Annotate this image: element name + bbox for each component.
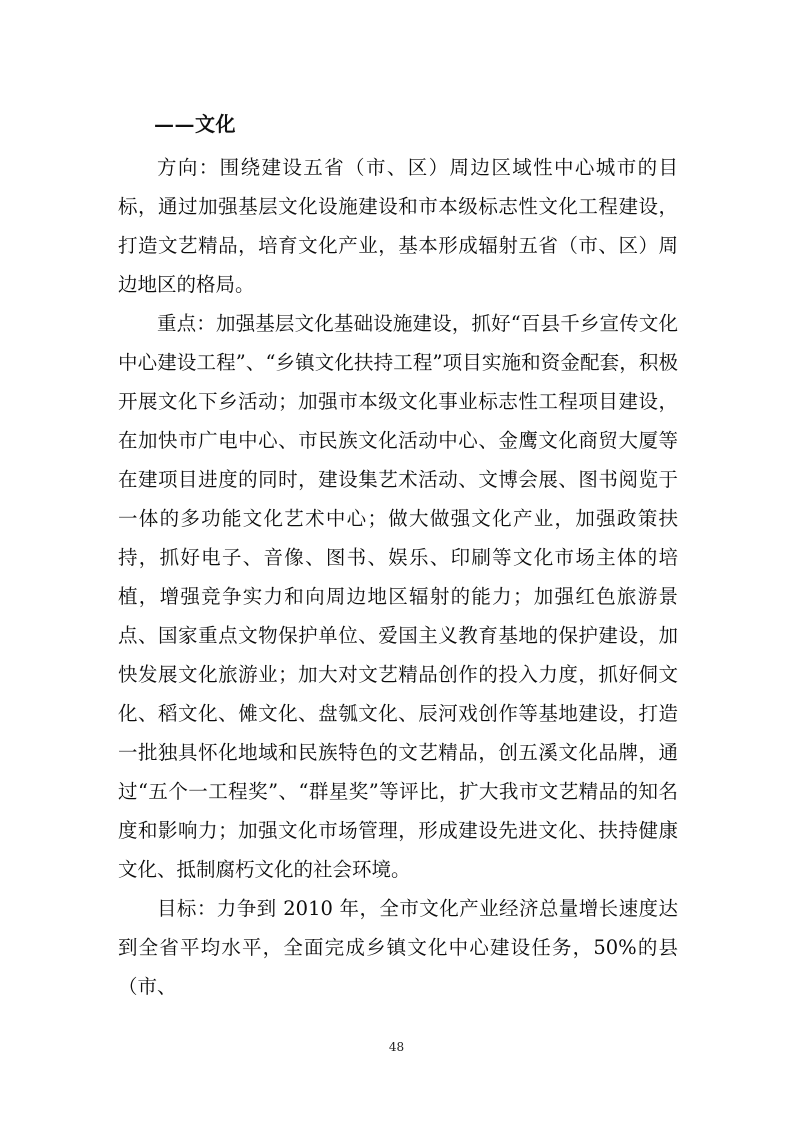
section-heading: ——文化 [154, 112, 236, 136]
page-number: 48 [388, 1040, 405, 1054]
paragraph-direction: 方向：围绕建设五省（市、区）周边区域性中心城市的目标，通过加强基层文化设施建设和市本级标志性文化工程建设，打造文艺精品，培育文化产业，基本形成辐射五省（市、区）周边地区的格局。 [118, 156, 678, 296]
document-body [118, 108, 678, 1006]
paragraph-goal: 目标：力争到 2010 年，全市文化产业经济总量增长速度达到全省平均水平，全面完成乡镇文化中心建设任务，50%的县（市、 [118, 897, 678, 998]
paragraph-focus: 重点：加强基层文化基础设施建设，抓好“百县千乡宣传文化中心建设工程”、“乡镇文化扶持工程”项目实施和资金配套，积极开展文化下乡活动；加强市本级文化事业标志性工程项目建设，在加快市广电中心、市民族文化活动中心、金鹰文化商贸大厦等在建项目进度的同时，建设集艺术活动、文博会展、图书阅览于一体的多功能文化艺术中心；做大做强文化产业，加强政策扶持，抓好电子、音像、图书、娱乐、印刷等文化市场主体的培植，增强竞争实力和向周边地区辐射的能力；加强红色旅游景点、国家重点文物保护单位、爱国主义教育基地的保护建设，加快发展文化旅游业；加大对文艺精品创作的投入力度，抓好侗文化、稻文化、傩文化、盘瓠文化、辰河戏创作等基地建设，打造一批独具怀化地域和民族特色的文艺精品，创五溪文化品牌，通过“五个一工程奖”、“群星奖”等评比，扩大我市文艺精品的知名度和影响力；加强文化市场管理，形成建设先进文化、扶持健康文化、抵制腐朽文化的社会环境。 [118, 312, 678, 881]
